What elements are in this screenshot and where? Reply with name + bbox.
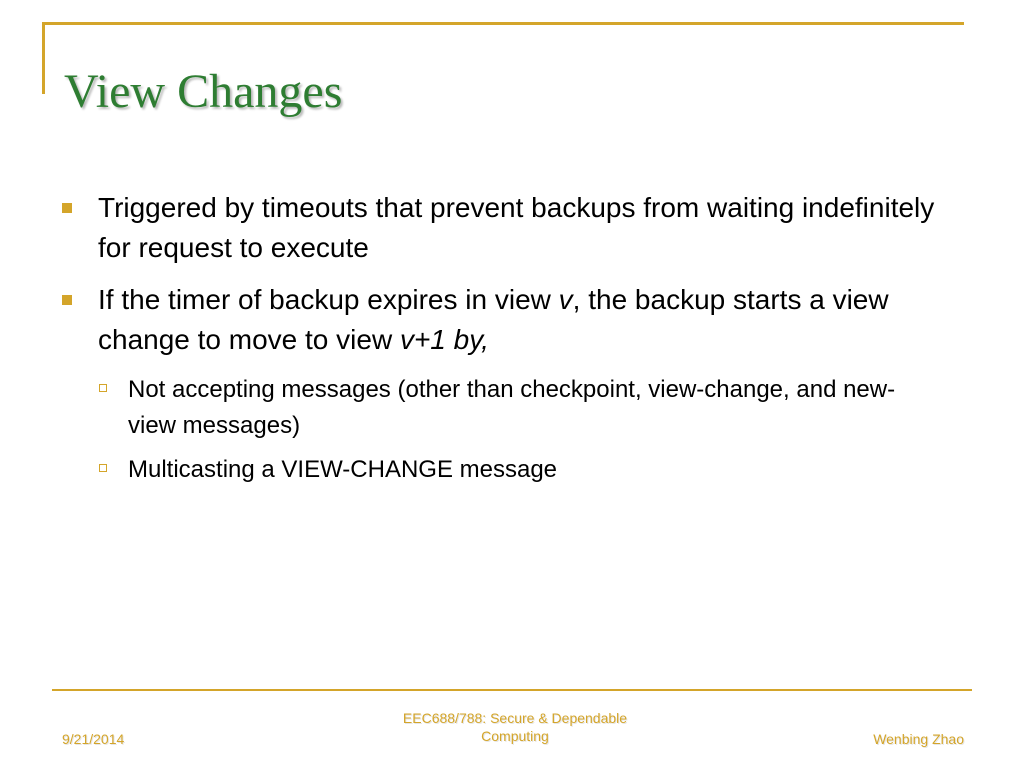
slide-title: View Changes [64,65,343,118]
square-bullet-icon [62,203,72,213]
footer-date: 9/21/2014 [62,731,125,747]
sub-bullet-item [99,452,982,488]
frame-top-line [42,22,964,25]
square-bullet-icon [62,295,72,305]
footer-course-line1: EEC688/788: Secure & Dependable [402,710,628,726]
hollow-square-bullet-icon [99,384,107,392]
frame-left-line [42,22,45,94]
bullet-item [62,280,982,360]
footer-course [370,709,660,745]
hollow-square-bullet-icon [99,464,107,472]
sub-bullet-item [99,372,982,444]
bullet-text: If the timer of backup expires in view v, the backup starts a view change to move to view v+1 by, [98,284,889,355]
footer-course-line2: Computing [481,728,549,744]
footer-author: Wenbing Zhao [873,731,964,747]
bullet-item [62,188,982,268]
sub-bullet-text: Multicasting a VIEW-CHANGE message [128,456,558,483]
sub-bullet-text: Not accepting messages (other than checkpoint, view-change, and new-view messages) [128,376,896,439]
bullet-list [62,188,982,496]
bullet-text: Triggered by timeouts that prevent backups from waiting indefinitely for request to execute [98,192,935,263]
footer-divider [52,689,972,691]
